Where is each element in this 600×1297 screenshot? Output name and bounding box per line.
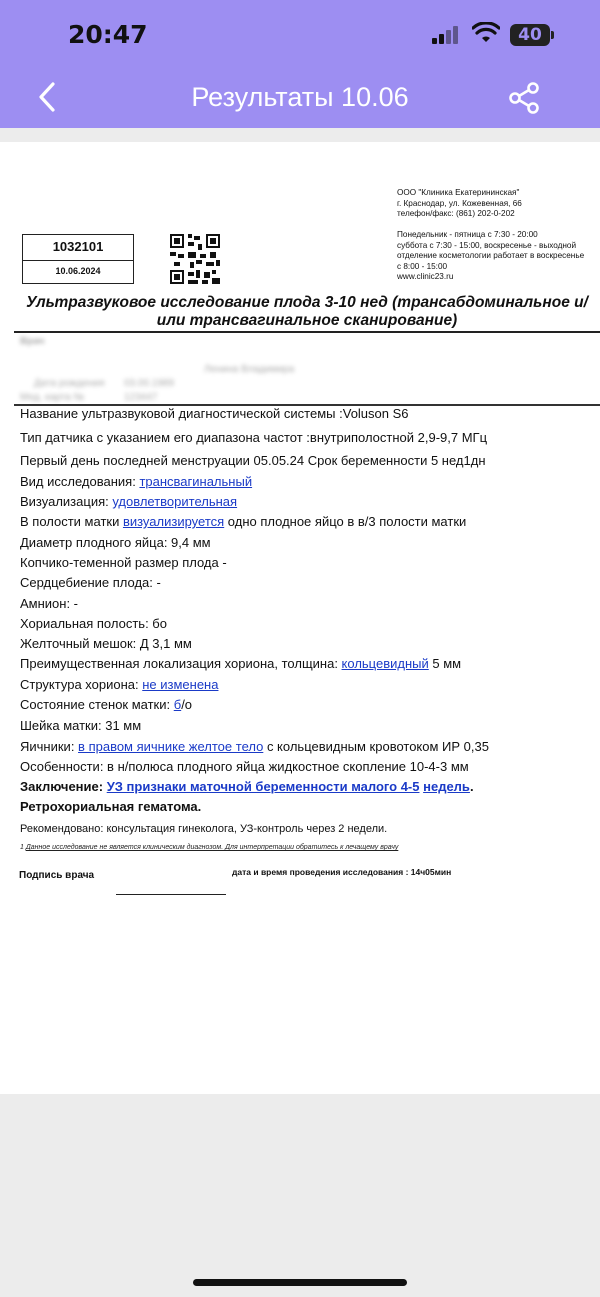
document-page [0,142,600,1094]
cervix-row: Шейка матки: 31 мм [20,718,142,733]
amnion-row: Амнион: - [20,596,79,611]
diameter-row: Диаметр плодного яйца: 9,4 мм [20,535,211,550]
divider [14,331,600,333]
chorion-location-row [20,656,461,672]
chorion-loc-link[interactable]: кольцевидный [341,656,429,671]
home-indicator[interactable] [193,1279,407,1286]
exam-value-link[interactable]: трансвагинальный [139,474,253,489]
uterus-row [20,514,466,530]
system-label: Название ультразвуковой диагностической системы : [20,406,343,421]
visualization-row [20,494,237,510]
uterus-value-link[interactable]: визуализируется [122,514,225,529]
patient-value: Ленина Владимира [204,364,295,375]
exam-date-label: дата и время проведения исследования : 14ч05мин [232,867,452,877]
recommendation-row: Рекомендовано: консультация гинеколога, УЗ-контроль через 2 недели. [20,823,388,835]
footnote-text: Данное исследование не является клиническим диагнозом. Для интерпретации обратитесь к лечащему врачу [25,844,399,851]
system-row [20,406,409,422]
probe-row: Тип датчика с указанием его диапазона частот :внутриполостной 2,9-9,7 МГц [20,430,488,445]
system-value: Voluson S6 [342,406,409,421]
ktr-row: Копчико-теменной размер плода - [20,555,227,570]
walls-link[interactable]: б [173,697,182,712]
chorion-loc-label: Преимущественная локализация хориона, толщина: [20,656,342,671]
chorion-structure-row [20,677,218,693]
document-title: Ультразвуковое исследование плода 3-10 нед (трансабдоминальное и/или трансвагинальное сканирование) [26,294,588,328]
conclusion-link[interactable]: УЗ признаки маточной беременности малого 4-5 [106,779,420,794]
vis-label: Визуализация: [20,494,113,509]
patient-info-redacted [14,334,600,406]
card-label: Мед. карта № [20,392,85,403]
signature-label: Подпись врача [19,870,95,881]
signature-line [116,894,226,895]
birth-label: Дата рождения [34,378,105,389]
signal-icon [432,26,464,44]
hematoma-row: Ретрохориальная гематома. [20,799,202,814]
exam-label: Вид исследования: [20,474,140,489]
status-time: 20:47 [68,20,148,49]
yolk-sac-row: Желточный мешок: Д 3,1 мм [20,636,192,651]
ovaries-row [20,739,489,755]
clinic-info: ООО "Клиника Екатерининская" г. Краснодар, ул. Кожевенная, 66 телефон/факс: (861) 202-0-202 [397,188,522,218]
footnote-number: 1 [20,844,24,851]
uterine-walls-row [20,697,192,713]
chevron-left-icon [37,81,57,113]
chorion-struct-link[interactable]: не изменена [142,677,219,692]
record-box [22,234,134,284]
walls-label: Состояние стенок матки: [20,697,174,712]
chorion-cavity-row: Хориальная полость: бо [20,616,167,631]
vis-value-link[interactable]: удовлетворительная [112,494,238,509]
page-title: Результаты 10.06 [191,82,409,112]
share-icon [506,80,542,116]
walls-rest: /о [181,697,193,712]
chorion-loc-rest: 5 мм [428,656,462,671]
ovaries-link[interactable]: в правом яичнике желтое тело [78,739,264,754]
conclusion-label: Заключение: [20,779,107,794]
exam-type-row [20,474,252,490]
battery-tip [551,31,554,39]
back-button[interactable] [30,78,64,116]
conclusion-row [20,779,474,795]
status-bar [0,0,600,70]
record-date: 10.06.2024 [55,266,101,276]
heartbeat-row: Сердцебиение плода: - [20,575,161,590]
features-row: Особенности: в н/полюса плодного яйца жидкостное скопление 10-4-3 мм [20,759,469,774]
ovaries-rest: с кольцевидным кровотоком ИР 0,35 [263,739,489,754]
qr-code-icon [170,234,220,284]
conclusion-weeks-link[interactable]: недель [423,779,470,794]
chorion-struct-label: Структура хориона: [20,677,143,692]
share-button[interactable] [506,80,542,116]
wifi-icon [472,22,500,44]
lmp-row: Первый день последней менструации 05.05.24 Срок беременности 5 нед1дн [20,453,486,468]
uterus-rest: одно плодное яйцо в в/3 полости матки [224,514,467,529]
birth-value: 03.00.1989 [124,378,175,389]
battery-icon: 40 [510,24,550,46]
conclusion-end: . [469,779,474,794]
footnote-row [20,840,398,856]
card-value: 123447 [124,392,158,403]
record-number: 1032101 [23,235,133,261]
doctor-label: Врач [20,336,45,347]
ovaries-label: Яичники: [20,739,79,754]
app-header [0,0,600,128]
uterus-label: В полости матки [20,514,123,529]
clinic-hours: Понедельник - пятница с 7:30 - 20:00 суббота с 7:30 - 15:00, воскресенье - выходной отделение косметологии работает в воскресенье с 8:00 - 15:00 www.clinic23.ru [397,230,585,281]
